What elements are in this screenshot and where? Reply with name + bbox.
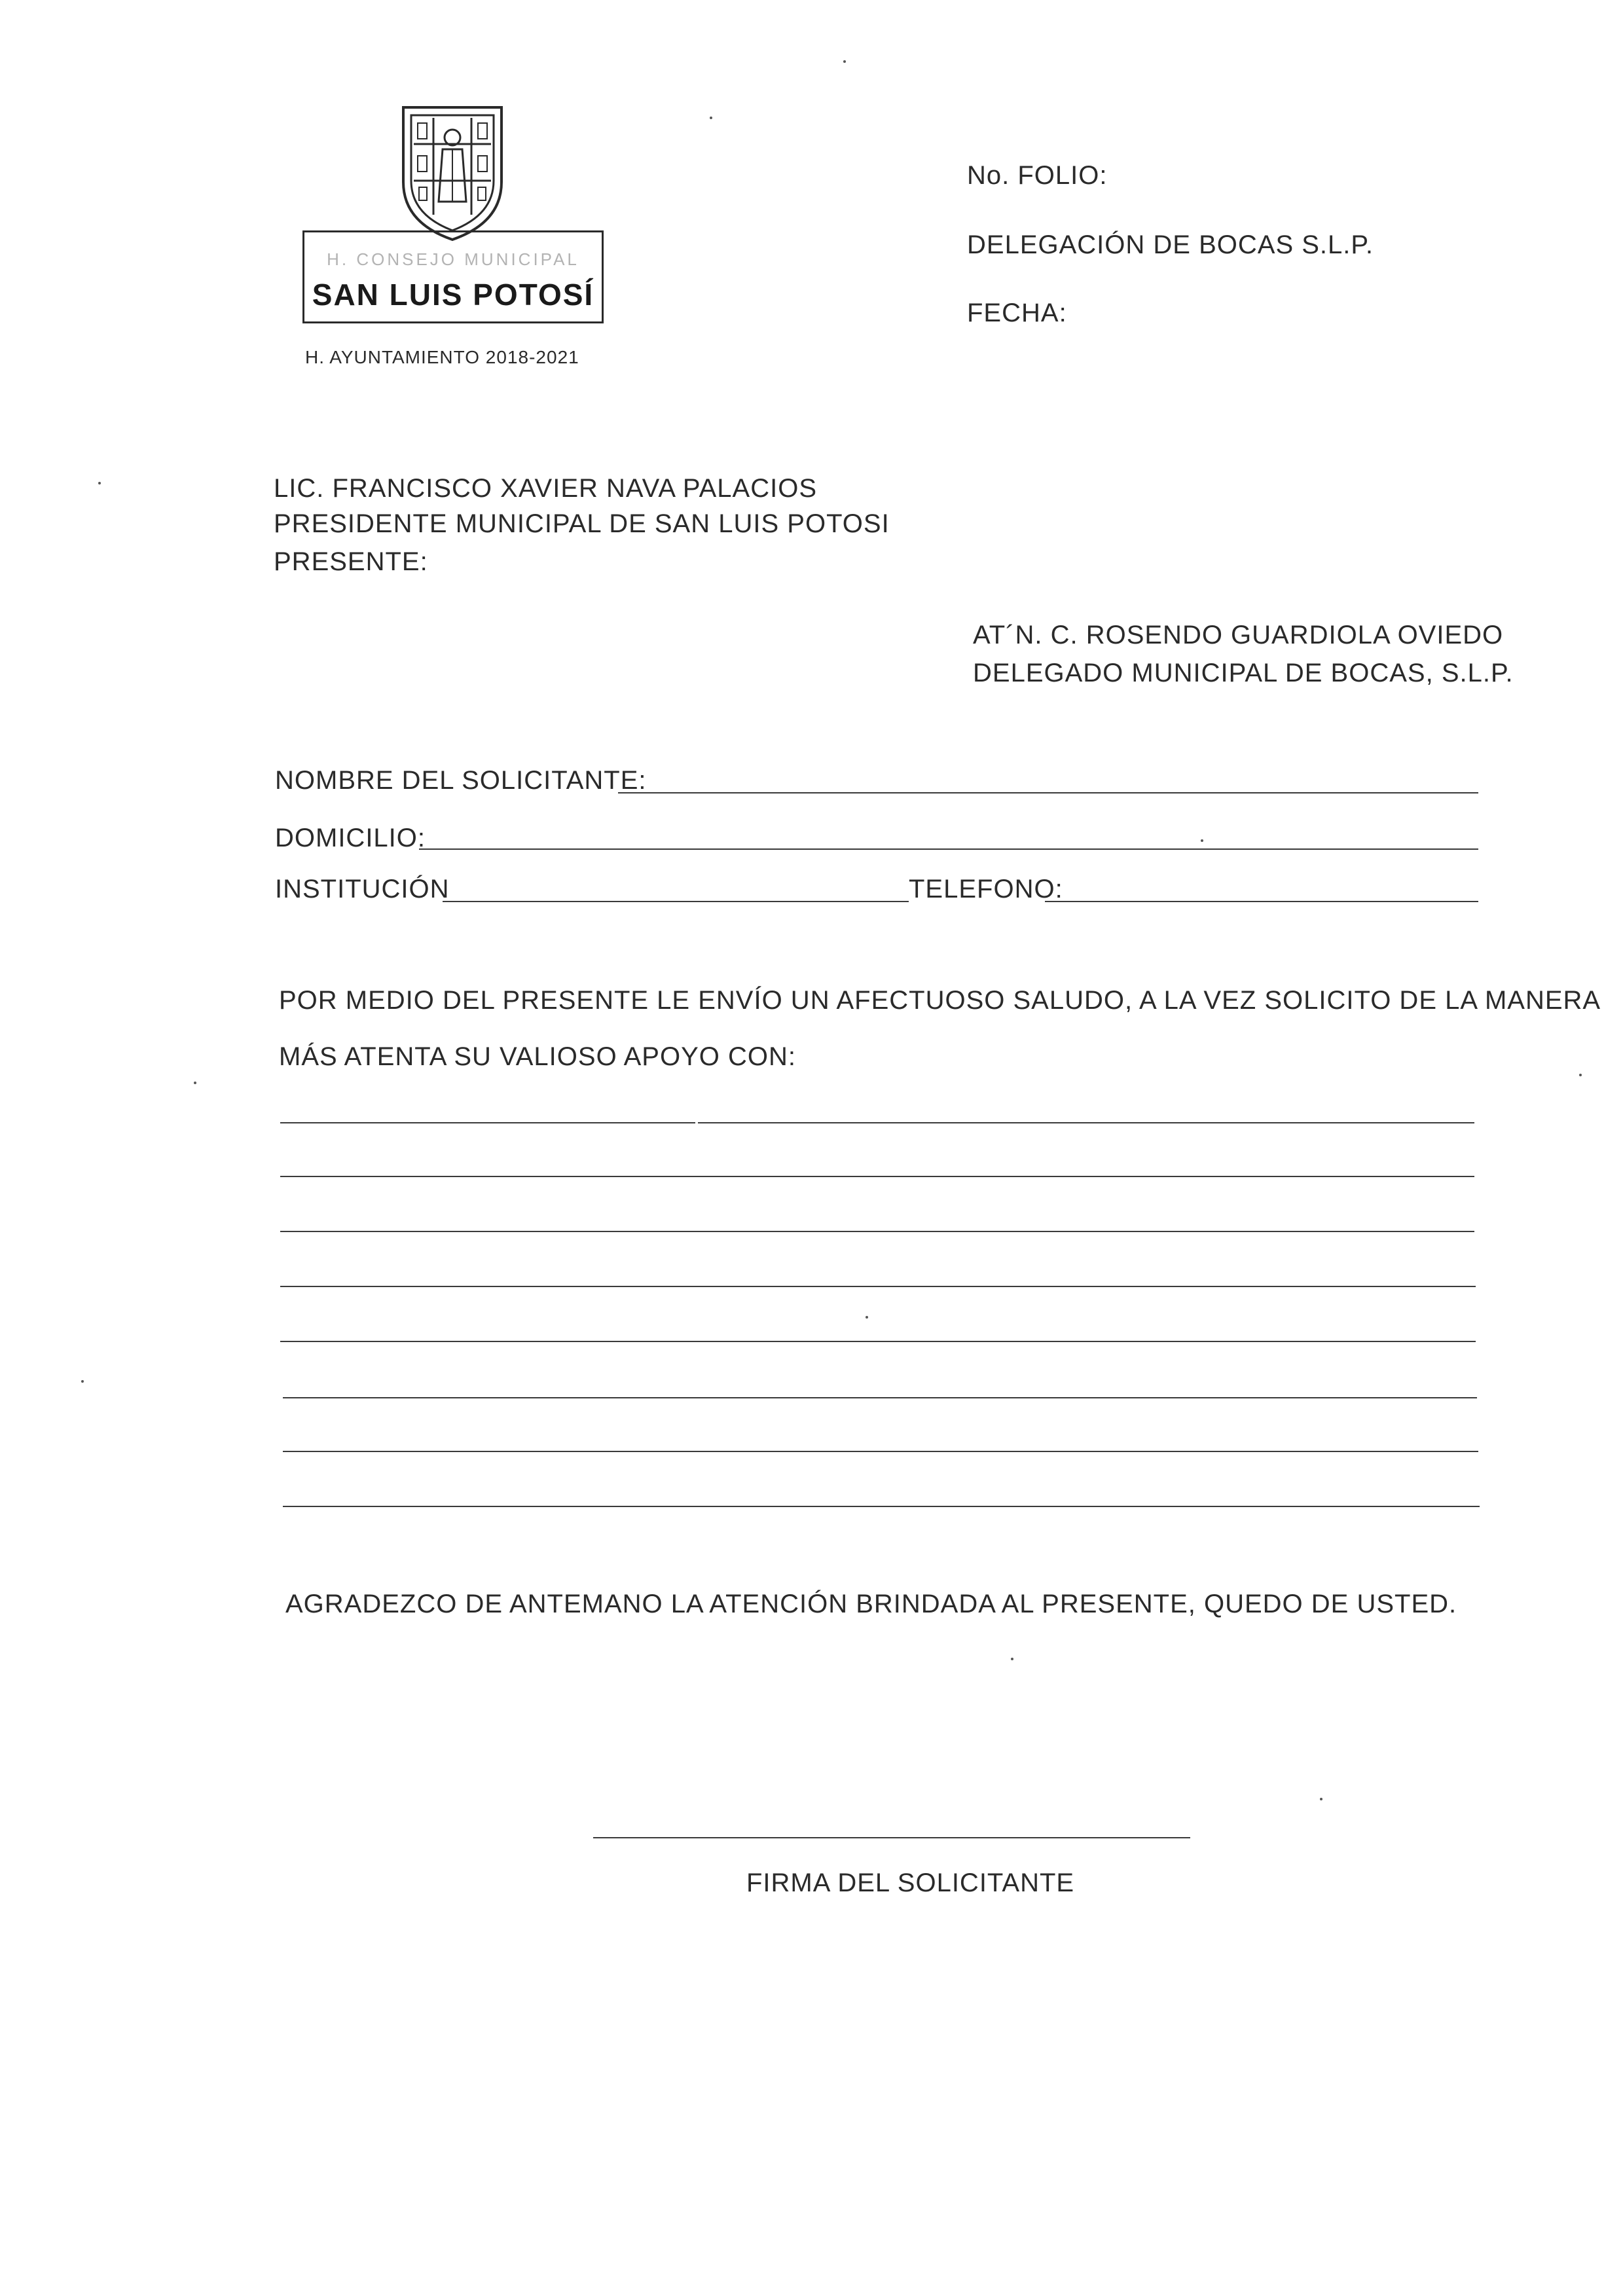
request-line[interactable]: [283, 1506, 1480, 1507]
applicant-name-field[interactable]: [618, 792, 1478, 793]
request-line[interactable]: [280, 1341, 1476, 1342]
scan-speck: [98, 482, 101, 484]
scan-speck: [866, 1316, 868, 1319]
signature-label: FIRMA DEL SOLICITANTE: [746, 1868, 1075, 1897]
date-label: FECHA:: [967, 299, 1067, 327]
institution-field[interactable]: [443, 901, 909, 902]
intro-line-2: MÁS ATENTA SU VALIOSO APOYO CON:: [279, 1042, 796, 1071]
recipient-title: PRESIDENTE MUNICIPAL DE SAN LUIS POTOSI: [274, 509, 890, 538]
request-line[interactable]: [280, 1231, 1474, 1232]
institution-label: INSTITUCIÓN: [275, 875, 450, 903]
closing-text: AGRADEZCO DE ANTEMANO LA ATENCIÓN BRINDADA AL PRESENTE, QUEDO DE USTED.: [285, 1590, 1457, 1618]
scan-speck: [843, 60, 846, 63]
request-line[interactable]: [280, 1286, 1476, 1287]
recipient-name: LIC. FRANCISCO XAVIER NAVA PALACIOS: [274, 474, 818, 503]
attention-name: AT´N. C. ROSENDO GUARDIOLA OVIEDO: [973, 621, 1504, 649]
folio-label: No. FOLIO:: [967, 161, 1108, 190]
attention-title: DELEGADO MUNICIPAL DE BOCAS, S.L.P.: [973, 659, 1514, 687]
logo-subtitle: H. CONSEJO MUNICIPAL: [327, 249, 579, 269]
scan-speck: [194, 1082, 196, 1084]
request-line[interactable]: [698, 1122, 1474, 1123]
scan-speck: [1011, 1658, 1013, 1660]
scan-speck: [1320, 1798, 1322, 1800]
scan-speck: [1201, 839, 1203, 842]
phone-label: TELEFONO:: [909, 875, 1063, 903]
coat-of-arms-icon: [399, 103, 505, 244]
phone-field[interactable]: [1045, 901, 1478, 902]
logo-plate: [302, 230, 604, 323]
request-line[interactable]: [280, 1176, 1474, 1177]
request-line[interactable]: [280, 1122, 695, 1123]
logo-city: SAN LUIS POTOSÍ: [312, 278, 594, 312]
request-line[interactable]: [283, 1397, 1477, 1398]
recipient-presente: PRESENTE:: [274, 547, 428, 576]
scan-speck: [710, 117, 712, 119]
applicant-name-label: NOMBRE DEL SOLICITANTE:: [275, 766, 647, 795]
logo-period: H. AYUNTAMIENTO 2018-2021: [305, 347, 579, 367]
signature-field[interactable]: [593, 1837, 1190, 1838]
request-line[interactable]: [283, 1451, 1478, 1452]
scan-speck: [81, 1380, 84, 1383]
address-label: DOMICILIO:: [275, 824, 426, 852]
scan-speck: [1579, 1074, 1582, 1076]
delegation-name: DELEGACIÓN DE BOCAS S.L.P.: [967, 230, 1374, 259]
address-field[interactable]: [419, 848, 1478, 850]
intro-line-1: POR MEDIO DEL PRESENTE LE ENVÍO UN AFECTUOSO SALUDO, A LA VEZ SOLICITO DE LA MANERA: [279, 986, 1601, 1015]
